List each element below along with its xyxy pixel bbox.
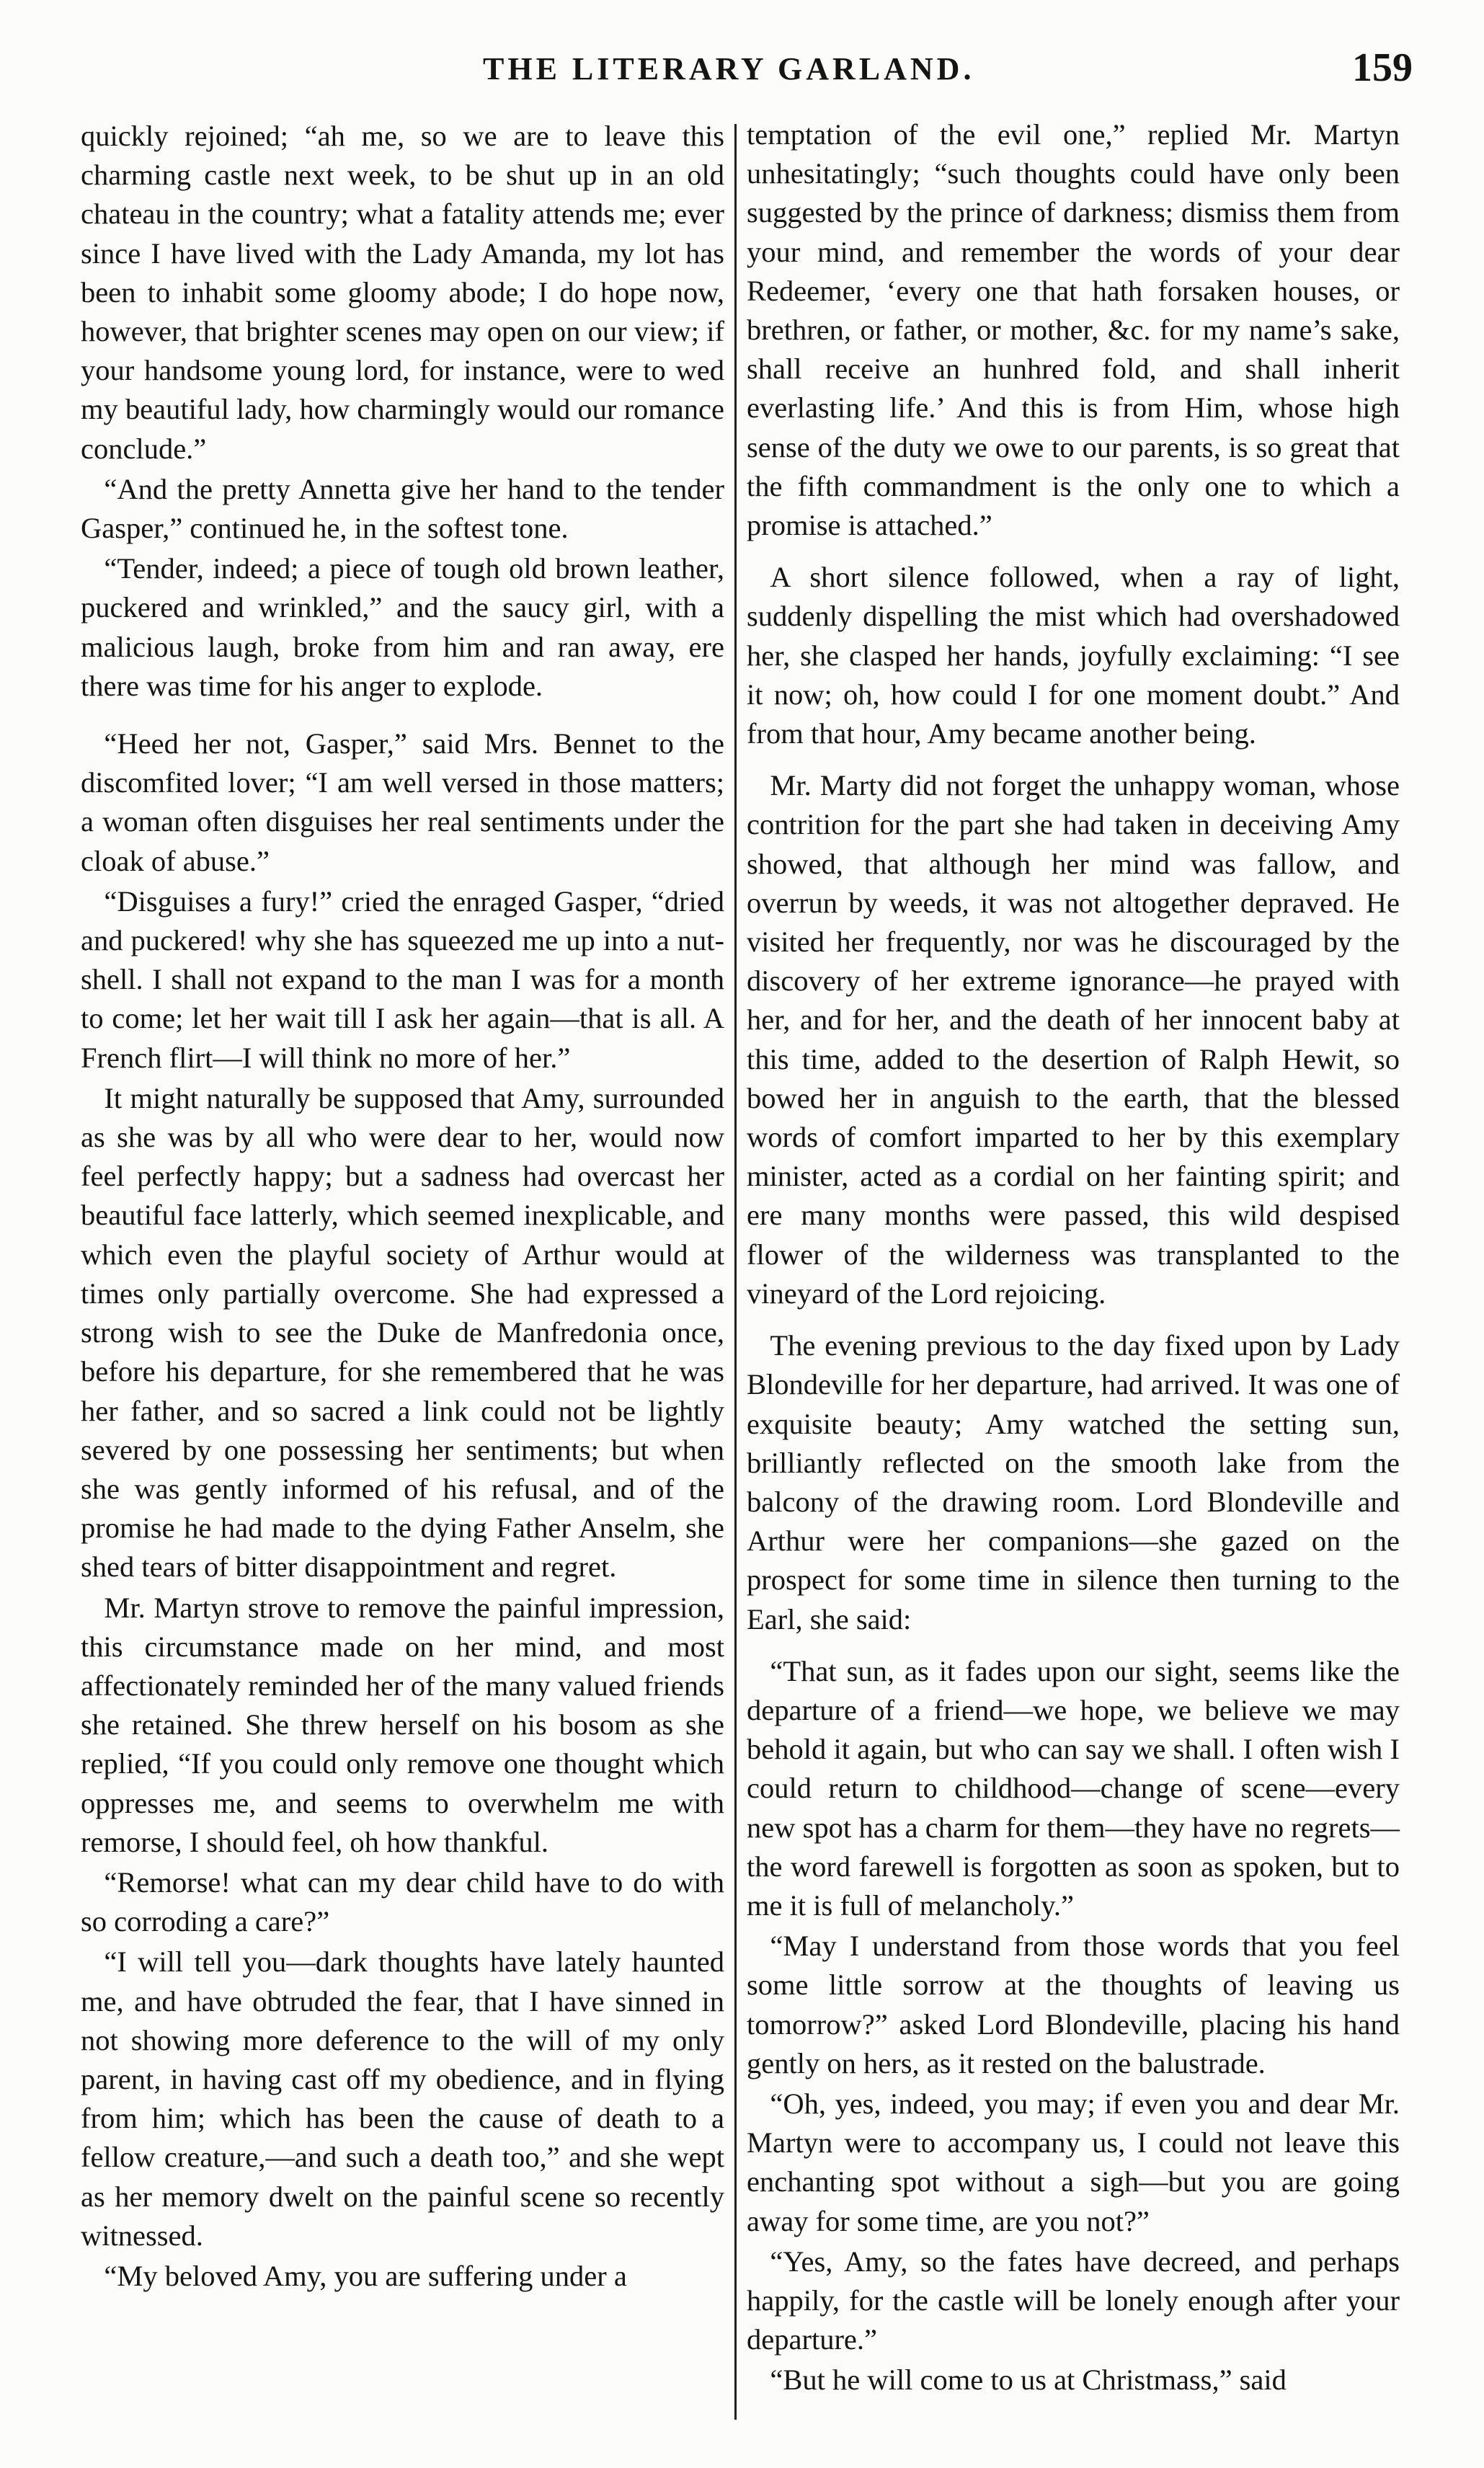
right-column	[747, 115, 1400, 2400]
paragraph: “My beloved Amy, you are suffering under a	[104, 2259, 627, 2292]
paragraph: “Oh, yes, indeed, you may; if even you and dear Mr. Martyn were to accompany us, I could not leave this enchanting spot without a sigh—but you are going away for some time, are you not?”	[747, 2087, 1400, 2237]
paragraph: temptation of the evil one,” replied Mr. Martyn unhesitatingly; “such thoughts could have only been suggested by the prince of darkness; dismiss them from your mind, and remember the words of your dear Redeemer, ‘every one that hath forsaken houses, or brethren, or father, or mother, &c. for my name’s sake, shall receive an hunhred fold, and shall inherit everlasting life.’ And this is from Him, whose high sense of the duty we owe to our parents, is so great that the fifth commandment is the only one to which a promise is attached.”	[747, 118, 1400, 542]
column-divider	[734, 124, 737, 2420]
paragraph: “I will tell you—dark thoughts have lately haunted me, and have obtruded the fear, that I have sinned in not showing more deference to the will of my only parent, in having cast off my obedience, and in flying from him; which has been the cause of death to a fellow creature,—and such a death too,” and she wept as her memory dwelt on the painful scene so recently witnessed.	[81, 1945, 724, 2252]
paragraph: “And the pretty Annetta give her hand to the tender Gasper,” continued he, in the softest tone.	[81, 472, 724, 545]
paragraph: Mr. Martyn strove to remove the painful impression, this circumstance made on her mind, and most affectionately reminded her of the many valued friends she retained. She threw herself on his bosom as she replied, “If you could only remove one thought which oppresses me, and seems to overwhelm me with remorse, I should feel, oh how thankful.	[81, 1591, 724, 1858]
page-header	[79, 45, 1413, 102]
paragraph: “That sun, as it fades upon our sight, seems like the departure of a friend—we hope, we believe we may behold it again, but who can say we shall. I often wish I could return to childhood—change of scene—every new spot has a charm for them—they have no regrets—the word farewell is forgotten as soon as spoken, but to me it is full of melancholy.”	[747, 1654, 1400, 1922]
left-column	[81, 115, 724, 2296]
paragraph: “Tender, indeed; a piece of tough old brown leather, puckered and wrinkled,” and the saucy girl, with a malicious laugh, broke from him and ran away, ere there was time for his anger to explode.	[81, 552, 724, 702]
paragraph: “Remorse! what can my dear child have to do with so corroding a care?”	[81, 1865, 724, 1938]
paragraph: “Yes, Amy, so the fates have decreed, and perhaps happily, for the castle will be lonely enough after your departure.”	[747, 2245, 1400, 2356]
page-number: 159	[1352, 45, 1413, 90]
paragraph: quickly rejoined; “ah me, so we are to leave this charming castle next week, to be shut up in an old chateau in the country; what a fatality attends me; ever since I have lived with the Lady Amanda, my lot has been to inhabit some gloomy abode; I do hope now, however, that brighter scenes may open on our view; if your handsome young lord, for instance, were to wed my beautiful lady, how charmingly would our romance conclude.”	[81, 120, 724, 465]
paragraph: “May I understand from those words that you feel some little sorrow at the thoughts of leaving us tomorrow?” asked Lord Blondeville, placing his hand gently on hers, as it rested on the balustrade.	[747, 1930, 1400, 2079]
paragraph: A short silence followed, when a ray of light, suddenly dispelling the mist which had overshadowed her, she clasped her hands, joyfully exclaiming: “I see it now; oh, how could I for one moment doubt.” And from that hour, Amy became another being.	[747, 561, 1400, 750]
paragraph: “But he will come to us at Christmass,” said	[770, 2363, 1287, 2397]
paragraph: The evening previous to the day fixed upon by Lady Blondeville for her departure, had arrived. It was one of exquisite beauty; Amy watched the setting sun, brilliantly reflected on the smooth lake from the balcony of the drawing room. Lord Blondeville and Arthur were her companions—she gazed on the prospect for some time in silence then turning to the Earl, she said:	[747, 1329, 1400, 1635]
paragraph: “Heed her not, Gasper,” said Mrs. Bennet to the discomfited lover; “I am well versed in those matters; a woman often disguises her real sentiments under the cloak of abuse.”	[81, 727, 724, 877]
running-title: THE LITERARY GARLAND.	[483, 51, 975, 86]
paragraph: Mr. Marty did not forget the unhappy woman, whose contrition for the part she had taken in deceiving Amy showed, that although her mind was fallow, and overrun by weeds, it was not altogether depraved. He visited her frequently, nor was he discouraged by the discovery of her extreme ignorance—he prayed with her, and for her, and the death of her innocent baby at this time, added to the desertion of Ralph Hewit, so bowed her in anguish to the earth, that the blessed words of comfort imparted to her by this exemplary minister, acted as a cordial on her fainting spirit; and ere many months were passed, this wild despised flower of the wilderness was transplanted to the vineyard of the Lord rejoicing.	[747, 769, 1400, 1310]
paragraph: “Disguises a fury!” cried the enraged Gasper, “dried and puckered! why she has squeezed me up into a nut-shell. I shall not expand to the man I was for a month to come; let her wait till I ask her again—that is all. A French flirt—I will think no more of her.”	[81, 884, 724, 1074]
paragraph: It might naturally be supposed that Amy, surrounded as she was by all who were dear to her, would now feel perfectly happy; but a sadness had overcast her beautiful face latterly, which seemed inexplicable, and which even the playful society of Arthur would at times only partially overcome. She had expressed a strong wish to see the Duke de Manfredonia once, before his departure, for she remembered that he was her father, and so sacred a link could not be lightly severed by one possessing her sentiments; but when she was gently informed of his refusal, and of the promise he had made to the dying Father Anselm, she shed tears of bitter disappointment and regret.	[81, 1081, 724, 1584]
